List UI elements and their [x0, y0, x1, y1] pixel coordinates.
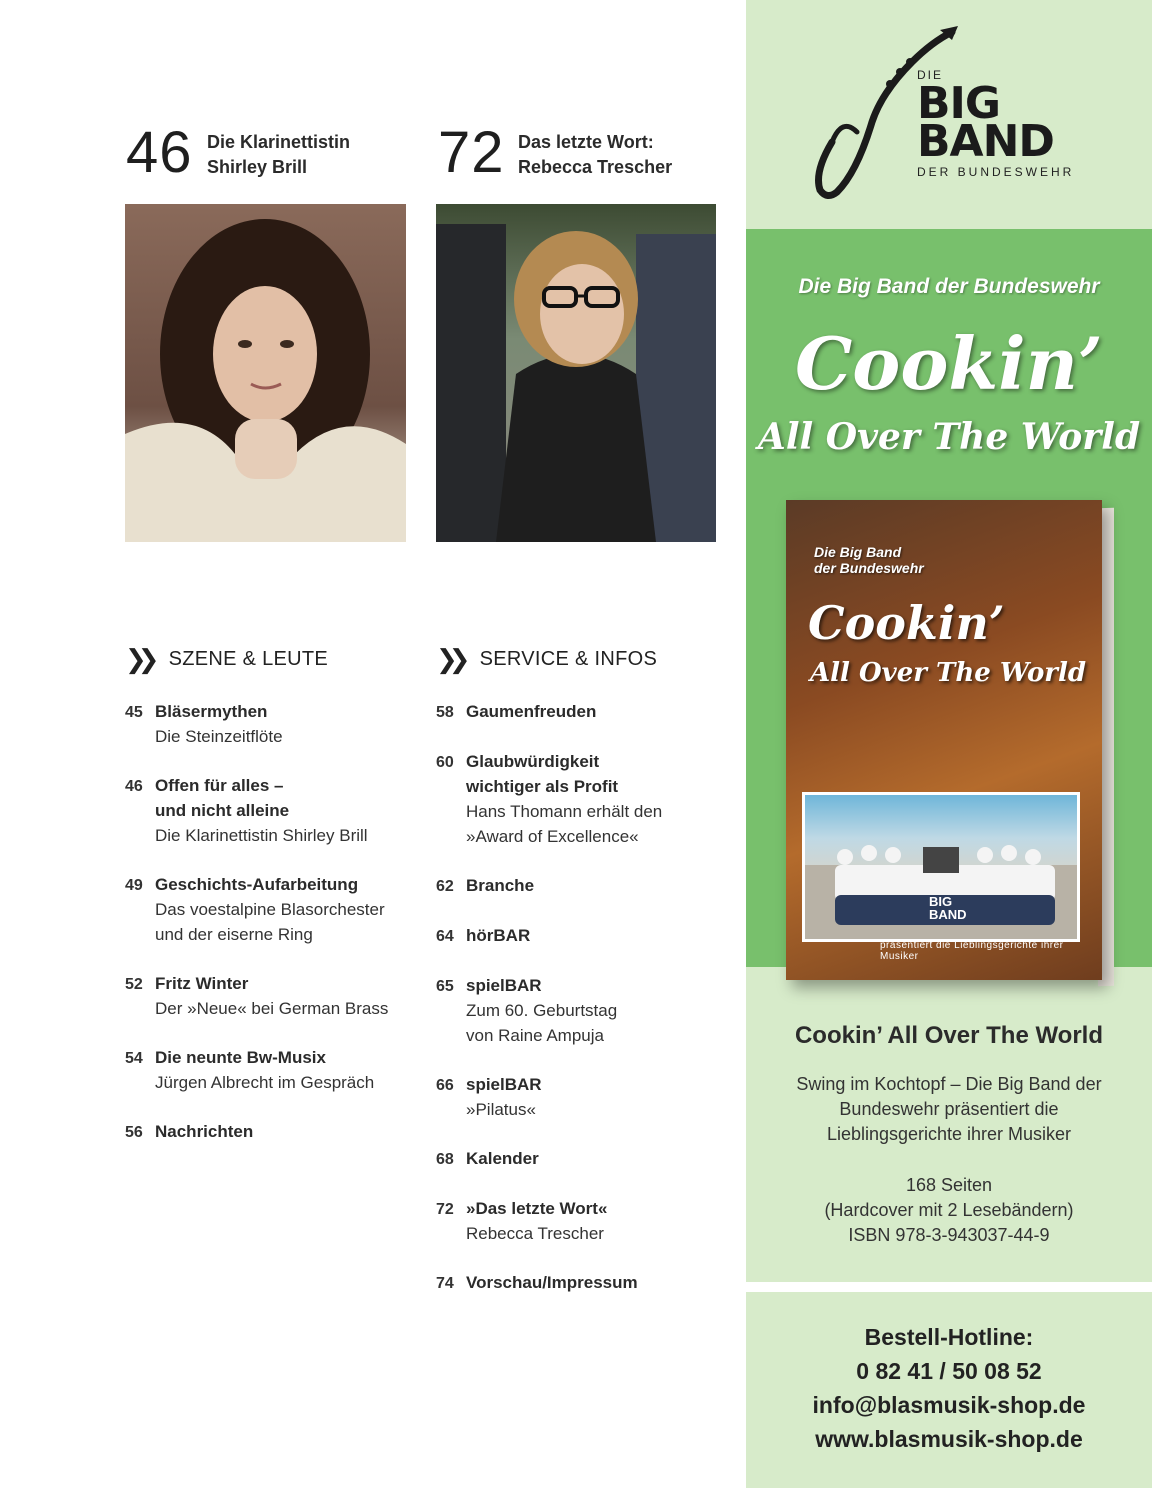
double-chevron-icon: ❯❯ [436, 644, 462, 674]
logo-band: BAND [917, 116, 1054, 167]
ad-script-subtitle: All Over The World [757, 416, 1141, 458]
logo-die: DIE [917, 68, 944, 82]
toc-title: hörBAR [466, 926, 531, 945]
feature-title-line: Rebecca Trescher [518, 157, 673, 177]
portrait-photo-rebecca-trescher [436, 204, 716, 542]
feature-page-number: 46 [126, 120, 193, 185]
feature-title [518, 130, 672, 180]
ad-order-block [746, 1320, 1152, 1456]
toc-text [466, 1146, 539, 1172]
toc-text [466, 1270, 638, 1296]
toc-page-number: 72 [436, 1201, 454, 1218]
toc-text [466, 699, 596, 725]
book-script-title: Cookin’ [808, 596, 1005, 650]
toc-text [155, 971, 388, 1021]
book-kicker [814, 544, 924, 576]
toc-page-number: 49 [125, 877, 143, 894]
toc-title: Die neunte Bw-Musix [155, 1048, 326, 1067]
toc-page-number: 64 [436, 928, 454, 945]
toc-text [155, 699, 283, 749]
logo-der-bundeswehr: DER BUNDESWEHR [917, 165, 1075, 179]
toc-title: Nachrichten [155, 1122, 254, 1141]
feature-title [207, 130, 350, 180]
toc-title: Branche [466, 876, 535, 895]
toc-page-number: 68 [436, 1151, 454, 1168]
section-heading-label: SERVICE & INFOS [479, 647, 658, 670]
book-kicker-line: der Bundeswehr [814, 560, 924, 576]
toc-item[interactable] [436, 873, 736, 899]
book-cover [786, 500, 1102, 980]
book-script-subtitle: All Over The World [810, 658, 1087, 688]
toc-title: Fritz Winter [155, 974, 249, 993]
book-logo-big: BIG [929, 894, 953, 909]
toc-item[interactable] [436, 1196, 736, 1246]
toc-title: Gaumenfreuden [466, 702, 597, 721]
toc-subtitle: Zum 60. Geburtstag von Raine Ampuja [466, 1001, 618, 1045]
toc-title: Bläsermythen [155, 702, 268, 721]
toc-subtitle: Der »Neue« bei German Brass [155, 999, 389, 1018]
toc-title: spielBAR [466, 976, 542, 995]
feature-title-line: Das letzte Wort: [518, 132, 654, 152]
ad-script-title: Cookin’ [794, 321, 1103, 406]
toc-page-number: 74 [436, 1275, 454, 1292]
feature-page-number: 72 [438, 120, 505, 185]
toc-page-number: 66 [436, 1077, 454, 1094]
toc-page-number: 45 [125, 704, 143, 721]
toc-item[interactable] [125, 1119, 425, 1145]
order-phone[interactable]: 0 82 41 / 50 08 52 [856, 1358, 1042, 1384]
toc-subtitle: Hans Thomann erhält den »Award of Excellence« [466, 802, 663, 846]
toc-item[interactable] [436, 699, 736, 725]
toc-page-number: 60 [436, 754, 454, 771]
toc-page-number: 58 [436, 704, 454, 721]
toc-page-number: 56 [125, 1124, 143, 1141]
toc-item[interactable] [436, 923, 736, 949]
toc-title: »Das letzte Wort« [466, 1199, 608, 1218]
toc-subtitle: Die Klarinettistin Shirley Brill [155, 826, 368, 845]
toc-item[interactable] [436, 749, 736, 849]
toc-subtitle: Rebecca Trescher [466, 1224, 604, 1243]
toc-text [155, 872, 385, 947]
toc-item[interactable] [125, 773, 425, 848]
ad-book-title: Cookin’ All Over The World [794, 1022, 1104, 1049]
toc-text [466, 1196, 607, 1246]
toc-page-number: 46 [125, 778, 143, 795]
toc-page-number: 52 [125, 976, 143, 993]
feature-title-line: Die Klarinettistin [207, 132, 351, 152]
order-hotline-label: Bestell-Hotline: [864, 1324, 1034, 1350]
portrait-illustration [125, 204, 406, 542]
book-footer: präsentiert die Lieblingsgerichte ihrer Musiker [880, 940, 1064, 962]
toc-subtitle: Die Steinzeitflöte [155, 727, 283, 746]
toc-item[interactable] [125, 971, 425, 1021]
toc-subtitle: Das voestalpine Blasorchester und der eiserne Ring [155, 900, 385, 944]
toc-item[interactable] [125, 1045, 425, 1095]
portrait-photo-shirley-brill [125, 204, 406, 542]
toc-text [466, 973, 617, 1048]
toc-text [155, 773, 368, 848]
order-web-link[interactable]: www.blasmusik-shop.de [815, 1426, 1083, 1452]
toc-list-service-infos [436, 699, 736, 1320]
toc-title: spielBAR [466, 1075, 542, 1094]
section-heading-label: SZENE & LEUTE [168, 647, 329, 670]
toc-text [466, 749, 662, 849]
book-logo-band: BAND [929, 907, 967, 922]
toc-list-szene-leute [125, 699, 425, 1169]
toc-page-number: 54 [125, 1050, 143, 1067]
toc-text [155, 1119, 253, 1145]
toc-item[interactable] [436, 1146, 736, 1172]
toc-item[interactable] [125, 699, 425, 749]
toc-title: Geschichts-Aufarbeitung [155, 875, 359, 894]
toc-text [466, 923, 530, 949]
toc-title: Vorschau/Impressum [466, 1273, 638, 1292]
toc-title: Offen für alles – und nicht alleine [155, 776, 290, 820]
toc-item[interactable] [125, 872, 425, 947]
ad-book-description: Swing im Kochtopf – Die Big Band der Bundeswehr präsentiert die Lieblingsgerichte ihrer Musiker [796, 1074, 1102, 1144]
toc-item[interactable] [436, 1270, 736, 1296]
toc-page-number: 65 [436, 978, 454, 995]
double-chevron-icon: ❯❯ [125, 644, 151, 674]
toc-text [466, 873, 534, 899]
section-heading-service-infos [436, 646, 657, 672]
toc-subtitle: »Pilatus« [466, 1100, 536, 1119]
toc-title: Kalender [466, 1149, 539, 1168]
ad-kicker: Die Big Band der Bundeswehr [798, 275, 1100, 298]
order-email-link[interactable]: info@blasmusik-shop.de [812, 1392, 1086, 1418]
logo-big: BIG [917, 78, 1001, 129]
toc-title: Glaubwürdigkeit wichtiger als Profit [466, 752, 619, 796]
toc-item[interactable] [436, 973, 736, 1048]
book-kicker-line: Die Big Band [814, 544, 902, 560]
section-heading-szene-leute [125, 646, 328, 672]
toc-subtitle: Jürgen Albrecht im Gespräch [155, 1073, 375, 1092]
portrait-illustration [436, 204, 716, 542]
toc-text [466, 1072, 542, 1122]
book-band-photo [802, 792, 1080, 942]
toc-item[interactable] [436, 1072, 736, 1122]
toc-page-number: 62 [436, 878, 454, 895]
book-photo-logo [929, 895, 967, 921]
toc-text [155, 1045, 374, 1095]
feature-title-line: Shirley Brill [207, 157, 308, 177]
ad-book-info: 168 Seiten (Hardcover mit 2 Lesebändern) ISBN 978-3-943037-44-9 [824, 1175, 1074, 1245]
